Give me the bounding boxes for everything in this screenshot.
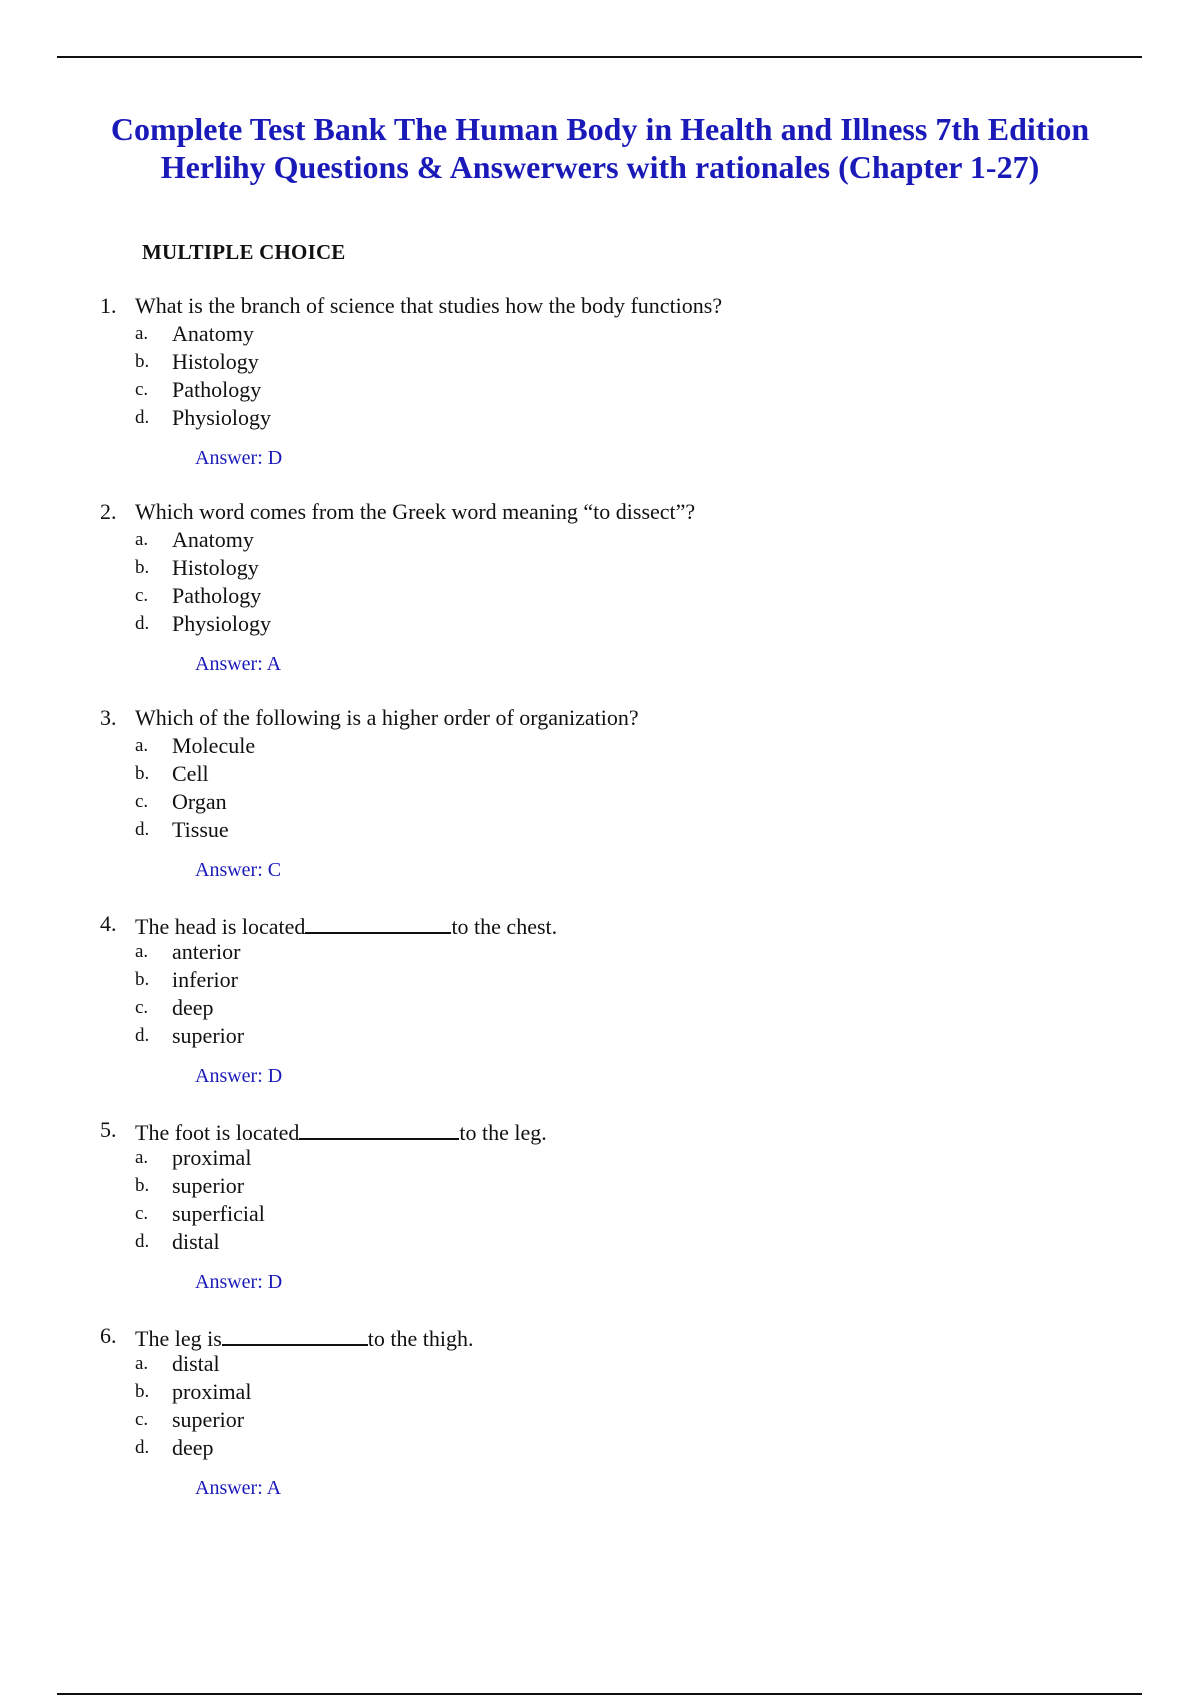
- question-6: [0, 1322, 1200, 1528]
- option-text: Molecule: [172, 733, 256, 758]
- option-c: [0, 788, 1200, 816]
- title-line-1: Complete Test Bank The Human Body in Health and Illness 7th Edition: [110, 111, 1090, 147]
- option-letter: b.: [135, 1381, 150, 1402]
- option-d: [0, 1434, 1200, 1462]
- option-letter: b.: [135, 1175, 150, 1196]
- option-text: deep: [172, 1435, 214, 1460]
- question-stem: [0, 1322, 1200, 1350]
- question-stem: [0, 704, 1200, 732]
- option-letter: a.: [135, 323, 149, 344]
- option-list: [0, 526, 1200, 638]
- question-stem: [0, 292, 1200, 320]
- option-letter: a.: [135, 1147, 149, 1168]
- option-list: [0, 938, 1200, 1050]
- option-a: [0, 732, 1200, 760]
- question-text-after-blank: to the leg.: [459, 1120, 547, 1145]
- question-1: [0, 292, 1200, 498]
- document-title: [60, 110, 1140, 186]
- option-list: [0, 320, 1200, 432]
- option-a: [0, 1350, 1200, 1378]
- option-text: anterior: [172, 939, 241, 964]
- option-letter: c.: [135, 791, 149, 812]
- option-letter: c.: [135, 1409, 149, 1430]
- option-d: [0, 404, 1200, 432]
- option-letter: b.: [135, 557, 150, 578]
- option-text: Cell: [172, 761, 209, 786]
- option-text: superior: [172, 1173, 245, 1198]
- option-text: distal: [172, 1351, 220, 1376]
- answer-key: Answer: D: [195, 1065, 283, 1087]
- option-c: [0, 994, 1200, 1022]
- option-letter: c.: [135, 585, 149, 606]
- fill-in-blank: [299, 1116, 459, 1140]
- option-text: Anatomy: [172, 321, 254, 346]
- question-3: [0, 704, 1200, 910]
- option-d: [0, 816, 1200, 844]
- answer-key: Answer: A: [195, 653, 282, 675]
- option-text: Tissue: [172, 817, 229, 842]
- option-letter: a.: [135, 1353, 149, 1374]
- option-letter: c.: [135, 997, 149, 1018]
- option-letter: d.: [135, 1231, 150, 1252]
- option-text: Organ: [172, 789, 227, 814]
- option-a: [0, 526, 1200, 554]
- question-number: 6.: [100, 1323, 117, 1348]
- option-c: [0, 1406, 1200, 1434]
- option-letter: a.: [135, 941, 149, 962]
- option-text: superficial: [172, 1201, 265, 1226]
- question-stem: [0, 910, 1200, 938]
- question-4: [0, 910, 1200, 1116]
- answer-key: Answer: C: [195, 859, 282, 881]
- option-text: proximal: [172, 1145, 252, 1170]
- question-text: What is the branch of science that studies how the body functions?: [135, 293, 723, 318]
- answer-key: Answer: A: [195, 1477, 282, 1499]
- option-text: inferior: [172, 967, 238, 992]
- answer-key: Answer: D: [195, 1271, 283, 1293]
- question-2: [0, 498, 1200, 704]
- option-list: [0, 1350, 1200, 1462]
- option-text: Histology: [172, 555, 259, 580]
- question-stem: [0, 1116, 1200, 1144]
- option-text: distal: [172, 1229, 220, 1254]
- question-list: [0, 292, 1200, 1528]
- option-letter: d.: [135, 613, 150, 634]
- option-letter: b.: [135, 969, 150, 990]
- question-text-before-blank: The leg is: [135, 1326, 222, 1351]
- option-letter: c.: [135, 1203, 149, 1224]
- option-letter: d.: [135, 1025, 150, 1046]
- question-text-after-blank: to the thigh.: [367, 1326, 474, 1351]
- question-number: 2.: [100, 499, 117, 524]
- question-5: [0, 1116, 1200, 1322]
- question-text: Which word comes from the Greek word meaning “to dissect”?: [135, 499, 696, 524]
- question-text-before-blank: The head is located: [135, 914, 306, 939]
- option-b: [0, 1378, 1200, 1406]
- option-letter: d.: [135, 1437, 150, 1458]
- question-text: [135, 1116, 547, 1147]
- option-c: [0, 1200, 1200, 1228]
- option-letter: a.: [135, 735, 149, 756]
- answer-key: Answer: D: [195, 447, 283, 469]
- title-line-2: Herlihy Questions & Answerwers with rationales (Chapter 1-27): [160, 149, 1040, 185]
- fill-in-blank: [222, 1322, 368, 1346]
- option-text: Anatomy: [172, 527, 254, 552]
- question-text: [135, 910, 557, 941]
- question-number: 5.: [100, 1117, 117, 1142]
- option-text: Physiology: [172, 611, 272, 636]
- question-text-after-blank: to the chest.: [451, 914, 558, 939]
- option-list: [0, 1144, 1200, 1256]
- option-text: superior: [172, 1023, 245, 1048]
- option-b: [0, 1172, 1200, 1200]
- question-text: [135, 1322, 473, 1353]
- option-b: [0, 966, 1200, 994]
- option-text: proximal: [172, 1379, 252, 1404]
- option-a: [0, 938, 1200, 966]
- question-number: 1.: [100, 293, 117, 318]
- option-text: Pathology: [172, 583, 262, 608]
- question-text: Which of the following is a higher order of organization?: [135, 705, 639, 730]
- option-text: Histology: [172, 349, 259, 374]
- option-a: [0, 320, 1200, 348]
- option-text: deep: [172, 995, 214, 1020]
- option-c: [0, 376, 1200, 404]
- option-d: [0, 1228, 1200, 1256]
- bottom-rule: [57, 1693, 1142, 1695]
- question-number: 4.: [100, 911, 117, 936]
- question-number: 3.: [100, 705, 117, 730]
- question-text-before-blank: The foot is located: [135, 1120, 300, 1145]
- top-rule: [57, 56, 1142, 58]
- option-letter: d.: [135, 819, 150, 840]
- option-d: [0, 1022, 1200, 1050]
- fill-in-blank: [305, 910, 451, 934]
- question-stem: [0, 498, 1200, 526]
- option-b: [0, 554, 1200, 582]
- option-text: superior: [172, 1407, 245, 1432]
- option-text: Pathology: [172, 377, 262, 402]
- section-heading: MULTIPLE CHOICE: [142, 240, 346, 264]
- option-letter: c.: [135, 379, 149, 400]
- option-letter: b.: [135, 763, 150, 784]
- option-letter: a.: [135, 529, 149, 550]
- option-c: [0, 582, 1200, 610]
- option-letter: b.: [135, 351, 150, 372]
- option-b: [0, 348, 1200, 376]
- option-b: [0, 760, 1200, 788]
- option-text: Physiology: [172, 405, 272, 430]
- option-list: [0, 732, 1200, 844]
- option-d: [0, 610, 1200, 638]
- option-letter: d.: [135, 407, 150, 428]
- option-a: [0, 1144, 1200, 1172]
